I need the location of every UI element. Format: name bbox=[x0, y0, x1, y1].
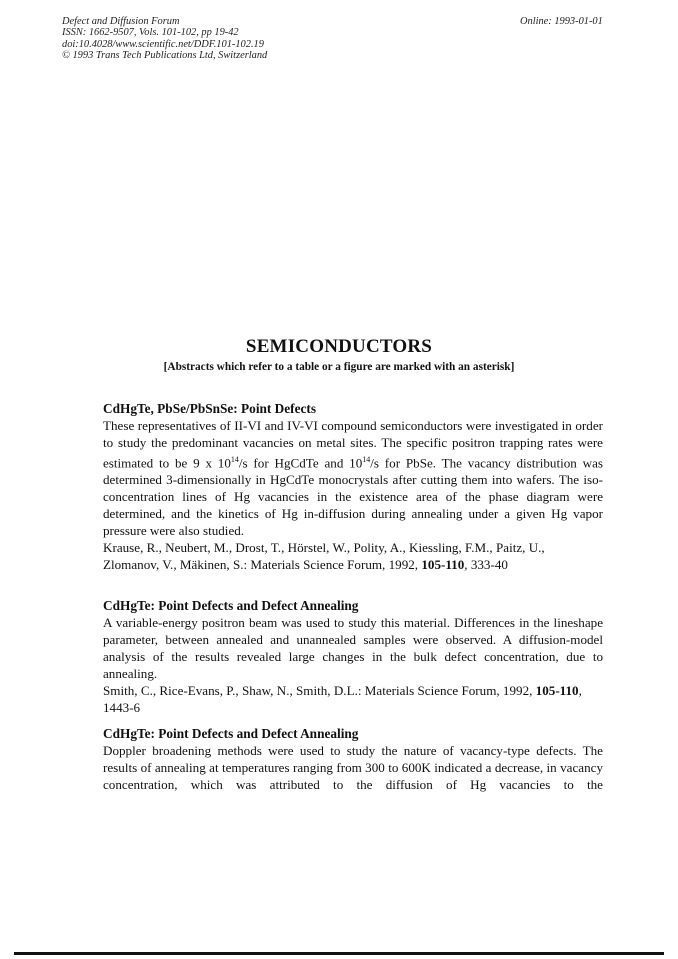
online-date: Online: 1993-01-01 bbox=[520, 16, 603, 27]
journal-name: Defect and Diffusion Forum bbox=[62, 16, 180, 27]
abstract-1 bbox=[103, 400, 603, 573]
abstract-body: Doppler broadening methods were used to study the nature of vacancy-type defects. The results of annealing at temperatures ranging from 300 to 600K indicated a decrease, in vacancy concentration, which was attributed to the diffusion of Hg vacancies to the bbox=[103, 743, 603, 792]
abstract-3 bbox=[103, 725, 603, 793]
abstract-citation: Krause, R., Neubert, M., Drost, T., Hörstel, W., Polity, A., Kiessling, F.M., Paitz, U., Zlomanov, V., Mäkinen, S.: Materials Science Forum, 1992, 105-110, 333-40 bbox=[103, 540, 545, 573]
abstract-title: CdHgTe: Point Defects and Defect Annealing bbox=[103, 726, 359, 741]
abstract-body: These representatives of II-VI and IV-VI compound semiconductors were investigated in order to study the predominant vacancies on metal sites. The specific positron trapping rates were estimated to be 9 x $10^{14}/s$ for HgCdTe and $10^{14}/s$ for PbSe. The vacancy distribution was determined 3-dimensionally in HgCdTe monocrystals after cutting them into wafers. The iso-concentration lines of Hg vacancies in the existence area of the phase diagram were determined, and the kinetics of Hg in-diffusion during annealing under a given Hg vapor pressure were also studied. bbox=[103, 418, 603, 539]
issn-line: ISSN: 1662-9507, Vols. 101-102, pp 19-42 bbox=[62, 27, 239, 39]
footer-rule bbox=[14, 952, 664, 955]
abstract-citation: Smith, C., Rice-Evans, P., Shaw, N., Smith, D.L.: Materials Science Forum, 1992, 105-110, 1443-6 bbox=[103, 683, 582, 715]
abstract-body: A variable-energy positron beam was used to study this material. Differences in the lineshape parameter, between annealed and unannealed samples were observed. A diffusion-model analysis of the results revealed large changes in the bulk defect concentration, due to annealing. bbox=[103, 615, 603, 681]
doi-line: doi:10.4028/www.scientific.net/DDF.101-102.19 bbox=[62, 38, 264, 50]
abstract-2 bbox=[103, 597, 603, 716]
abstract-title: CdHgTe, PbSe/PbSnSe: Point Defects bbox=[103, 401, 317, 416]
journal-header bbox=[62, 16, 267, 61]
abstract-title: CdHgTe: Point Defects and Defect Annealing bbox=[103, 598, 359, 613]
copyright-line: © 1993 Trans Tech Publications Ltd, Switzerland bbox=[62, 49, 268, 61]
section-title: SEMICONDUCTORS bbox=[245, 336, 433, 357]
section-subtitle: [Abstracts which refer to a table or a figure are marked with an asterisk] bbox=[163, 361, 515, 373]
